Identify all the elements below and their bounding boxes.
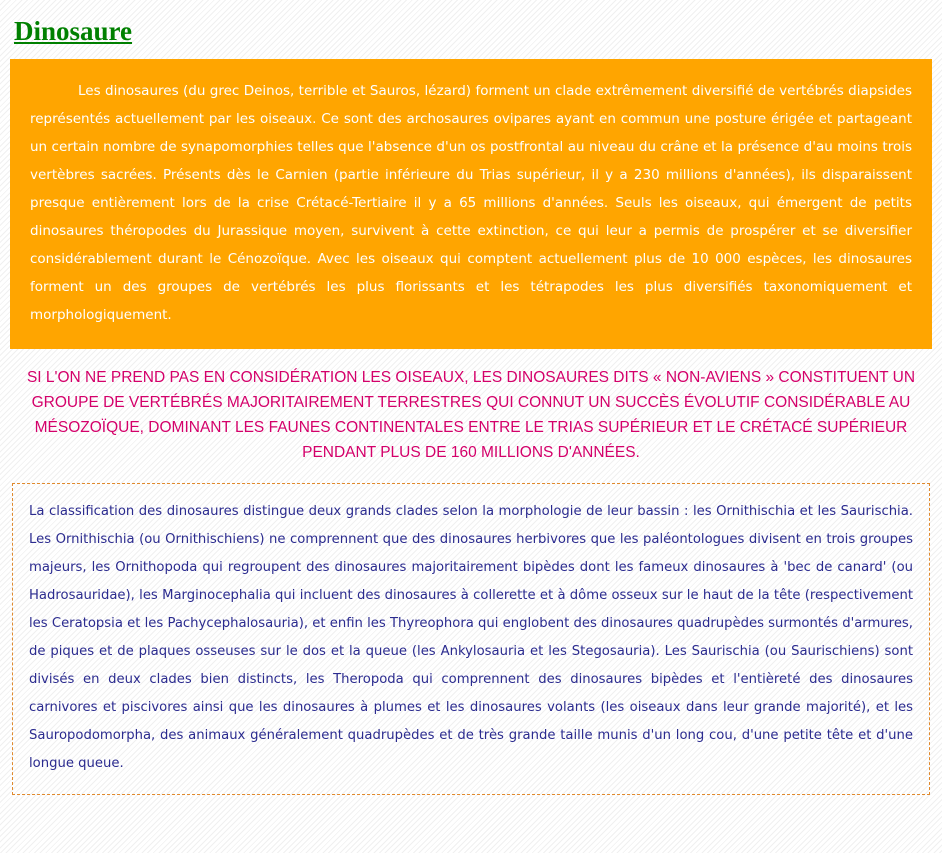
highlight-paragraph: SI L'ON NE PREND PAS EN CONSIDÉRATION LES OISEAUX, LES DINOSAURES DITS « NON-AVIENS » CONSTITUENT UN GROUPE DE VERTÉBRÉS MAJORITAIREMENT TERRESTRES QUI CONNUT UN SUCCÈS ÉVOLUTIF CONSIDÉRABLE AU MÉSOZOÏQUE, DOMINANT LES FAUNES CONTINENTALES ENTRE LE TRIAS SUPÉRIEUR ET LE CRÉTACÉ SUPÉRIEUR PENDANT PLUS DE 160 MILLIONS D'ANNÉES. bbox=[26, 369, 916, 461]
intro-paragraph: Les dinosaures (du grec Deinos, terrible et Sauros, lézard) forment un clade extrêmement diversifié de vertébrés diapsides représentés actuellement par les oiseaux. Ce sont des archosaures ovipares ayant en commun une posture érigée et partageant un certain nombre de synapomorphies telles que l'absence d'un os postfrontal au niveau du crâne et la présence d'au moins trois vertèbres sacrées. Présents dès le Carnien (partie inférieure du Trias supérieur, il y a 230 millions d'années), ils disparaissent presque entièrement lors de la crise Crétacé-Tertiaire il y a 65 millions d'années. Seuls les oiseaux, qui émergent de petits dinosaures théropodes du Jurassique moyen, survivent à cette extinction, ce qui leur a permis de prospérer et se diversifier considérablement durant le Cénozoïque. Avec les oiseaux qui comptent actuellement plus de 10 000 espèces, les dinosaures forment un des groupes de vertébrés les plus florissants et les tétrapodes les plus diversifiés taxonomiquement et morphologiquement. bbox=[10, 59, 932, 349]
page-title: Dinosaure bbox=[14, 16, 133, 46]
classification-paragraph: La classification des dinosaures distingue deux grands clades selon la morphologie de leur bassin : les Ornithischia et les Saurischia. Les Ornithischia (ou Ornithischiens) ne comprennent que des dinosaures herbivores que les paléontologues divisent en trois groupes majeurs, les Ornithopoda qui regroupent des dinosaures majoritairement bipèdes dont les fameux dinosaures à 'bec de canard' (ou Hadrosauridae), les Marginocephalia qui incluent des dinosaures à collerette et à dôme osseux sur le haut de la tête (respectivement les Ceratopsia et les Pachycephalosauria), et enfin les Thyreophora qui englobent des dinosaures quadrupèdes surmontés d'armures, de piques et de plaques osseuses sur le dos et la queue (les Ankylosauria et les Stegosauria). Les Saurischia (ou Saurischiens) sont divisés en deux clades bien distincts, les Theropoda qui comprennent des dinosaures bipèdes et l'entièreté des dinosaures carnivores et piscivores ainsi que les dinosaures à plumes et les dinosaures volants (les oiseaux dans leur grande majorité), et les Sauropodomorpha, des animaux généralement quadrupèdes et de très grande taille munis d'un long cou, d'une petite tête et d'une longue queue. bbox=[12, 483, 930, 795]
document-page bbox=[0, 16, 942, 795]
